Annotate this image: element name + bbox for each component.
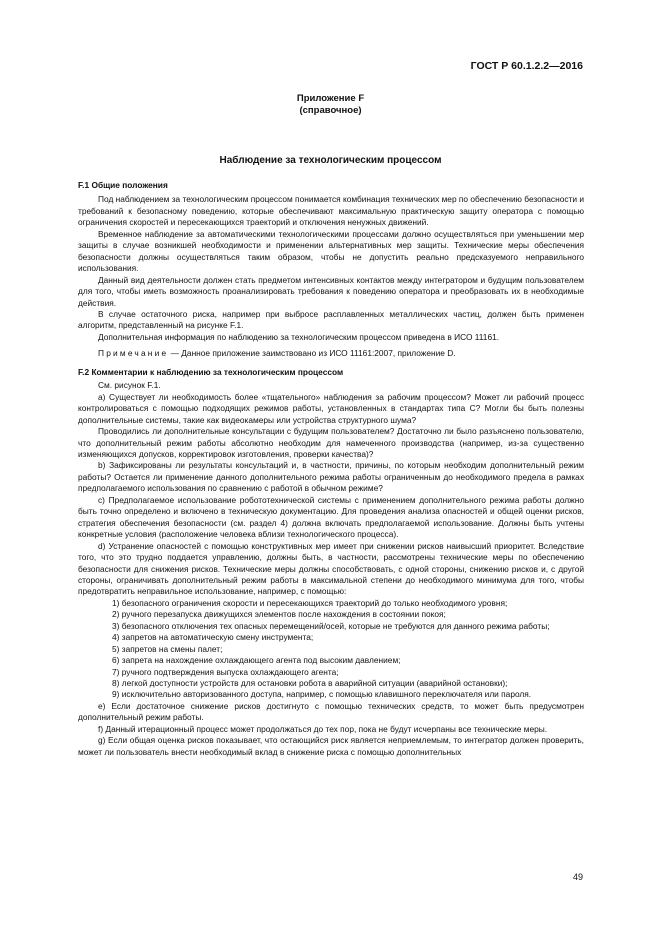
standard-code: ГОСТ Р 60.1.2.2—2016 bbox=[470, 60, 583, 72]
annex-type: (справочное) bbox=[299, 105, 362, 116]
paragraph: В случае остаточного риска, например при выбросе расплавленных металлических частиц, должен быть применен алгоритм, представленный на рисунке F.1. bbox=[78, 308, 584, 331]
note-label: Примечание bbox=[98, 348, 169, 359]
list-item: 1) безопасного ограничения скорости и пересекающихся траекторий до только необходимого уровня; bbox=[112, 597, 508, 608]
note-text: — Данное приложение заимствовано из ИСО 11161:2007, приложение D. bbox=[168, 348, 456, 359]
list-item: 9) исключительно авторизованного доступа, например, с помощью клавишного переключателя или пароля. bbox=[112, 689, 532, 700]
paragraph: Дополнительная информация по наблюдению за технологическим процессом приведена в ИСО 11161. bbox=[98, 331, 500, 342]
paragraph: a) Существует ли необходимость более «тщательного» наблюдения за рабочим процессом? Может ли рабочий процесс контролироваться с помощью подходящих режимов работы, установленных в стандартах типа C? Могли бы быть полезны дополнительные системы, такие как видеокамеры или устройства структурного шума? bbox=[78, 391, 584, 425]
list-item: 6) запрета на нахождение охлаждающего агента под высоким давлением; bbox=[112, 655, 401, 666]
document-body bbox=[78, 180, 584, 758]
paragraph: Под наблюдением за технологическим процессом понимается комбинация технических мер по обеспечению безопасности и требований к безопасному поведению, которые обеспечивают максимальную практическую защиту оператора с помощью ограничения скоростей и пересекающихся траекторий и отключения ненужных движений. bbox=[78, 194, 584, 228]
paragraph: g) Если общая оценка рисков показывает, что остающийся риск является неприемлемым, то интегратор должен проверить, может ли пользователь внести необходимый вклад в снижение риска с помощью дополнительных bbox=[78, 735, 584, 757]
paragraph: См. рисунок F.1. bbox=[98, 380, 161, 391]
list-item: 8) легкой доступности устройств для остановки робота в аварийной ситуации (аварийной остановки); bbox=[112, 678, 508, 689]
list-item: 7) ручного подтверждения выпуска охлаждающего агента; bbox=[112, 666, 339, 677]
paragraph: Проводились ли дополнительные консультации с будущим пользователем? Достаточно ли было разъяснено пользователю, что дополнительный режим работы абсолютно необходим для намеченного производства (например, из-за существенно изменяющихся допусков, корректировок изготовления, проверки качества)? bbox=[78, 426, 584, 459]
page-number: 49 bbox=[572, 872, 583, 882]
list-item: 5) запретов на смены палет; bbox=[112, 643, 223, 654]
paragraph: e) Если достаточное снижение рисков достигнуто с помощью технических средств, то может быть предусмотрен дополнительный режим работы. bbox=[78, 700, 584, 723]
page-title: Наблюдение за технологическим процессом bbox=[219, 155, 442, 166]
section-heading-f2: F.2 Комментарии к наблюдению за технологическим процессом bbox=[78, 366, 344, 377]
paragraph: Данный вид деятельности должен стать предметом интенсивных контактов между интегратором и будущим пользователем для того, чтобы иметь возможность проанализировать требования к поведению оператора и преобразовать их в необходимые действия. bbox=[78, 274, 584, 308]
list-item: 3) безопасного отключения тех опасных перемещений/осей, которые не требуются для данного режима работы; bbox=[112, 620, 550, 631]
list-item: 4) запретов на автоматическую смену инструмента; bbox=[112, 632, 314, 643]
paragraph: b) Зафиксированы ли результаты консультаций и, в частности, причины, по которым необходим дополнительный режим работы? Остается ли применение данного дополнительного режима работы ограниченным до необходимого предела в рамках предполагаемого использования по сравнению с работой в обычном режиме? bbox=[78, 460, 584, 494]
section-heading-f1: F.1 Общие положения bbox=[78, 180, 168, 190]
annex-heading bbox=[0, 93, 661, 117]
paragraph: f) Данный итерационный процесс может продолжаться до тех пор, пока не будут исчерпаны все технические меры. bbox=[98, 723, 548, 734]
paragraph: c) Предполагаемое использование робототехнической системы с применением дополнительного режима работы должно быть точно определено и включено в техническую документацию. Для проведения анализа опасностей и общей оценки рисков, стратегия обеспечения безопасности (см. раздел 4) должна включать предполагаемой использование. Должны быть учтены конкретные условия (расположение человека вблизи технологического процесса). bbox=[78, 494, 584, 540]
annex-label: Приложение F bbox=[296, 93, 365, 104]
paragraph: d) Устранение опасностей с помощью конструктивных мер имеет при снижении рисков наивысший приоритет. Вследствие того, что это трудно поддается управлению, должны быть, в частности, рассмотрены технические меры по обеспечению безопасности для снижения рисков. Технические меры должны способствовать, с одной стороны, снижению рисков и, с другой стороны, ограничивать дополнительный режим работы в максимальной степени до необходимого минимума для того, чтобы предотвратить неправильное использование, например, с помощью: bbox=[78, 540, 584, 597]
list-item: 2) ручного перезапуска движущихся элементов после нахождения в состоянии покоя; bbox=[112, 609, 446, 620]
paragraph: Временное наблюдение за автоматическими технологическими процессами должно осуществляться при уменьшении мер защиты в случае возникшей необходимости и применении альтернативных мер защиты. Технические меры обеспечения безопасности должны осуществляться таким образом, чтобы не допустить реально предсказуемого неправильного использования. bbox=[78, 228, 584, 274]
note bbox=[78, 348, 584, 359]
